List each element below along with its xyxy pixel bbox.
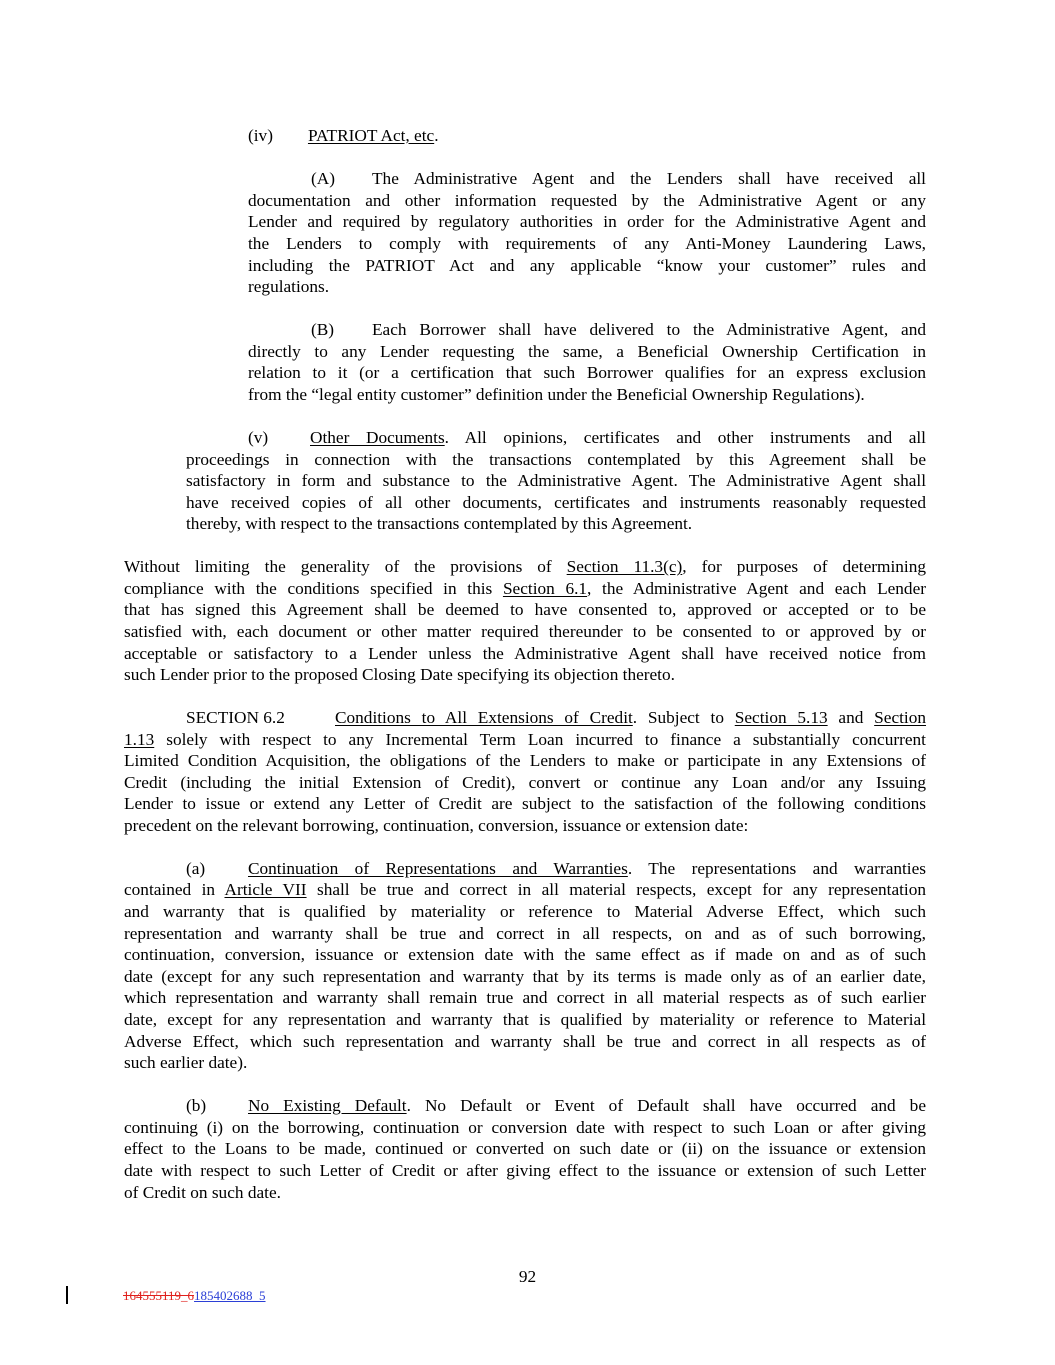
page-number: 92 bbox=[518, 1267, 537, 1286]
a-line: which representation and warranty shall remain true and correct in all material respects as of such earlier bbox=[124, 988, 926, 1007]
v-line-1: Other Documents. All opinions, certificates and other instruments and all bbox=[310, 428, 926, 447]
iv-a-line-1 bbox=[311, 168, 335, 190]
iv-b-line-1-text: Each Borrower shall have delivered to the Administrative Agent, and bbox=[372, 320, 926, 339]
section-5-13-ref: Section 5.13 bbox=[734, 708, 828, 727]
b-line: continuing (i) on the borrowing, continuation or conversion date with respect to such Loan or after giving bbox=[124, 1118, 926, 1137]
without-limiting-line-1: Without limiting the generality of the provisions of Section 11.3(c), for purposes of determining bbox=[124, 557, 927, 576]
section-6-2-line: Credit (including the initial Extension of Credit), convert or continue any Loan and/or any Issuing bbox=[124, 773, 926, 792]
without-limiting-line-2: compliance with the conditions specified in this Section 6.1, the Administrative Agent and each Lender bbox=[124, 579, 927, 598]
iv-heading-line: (iv) PATRIOT Act, etc. bbox=[248, 126, 439, 145]
section-6-2-line: Limited Condition Acquisition, the obligations of the Lenders to make or participate in any Extensions of bbox=[124, 751, 926, 770]
iv-a-line: the Lenders to comply with requirements of any Anti-Money Laundering Laws, bbox=[248, 234, 926, 253]
v-heading: Other Documents bbox=[310, 428, 445, 447]
iv-a-line: regulations. bbox=[248, 277, 330, 296]
iv-a-line: documentation and other information requested by the Administrative Agent or any bbox=[248, 191, 926, 210]
without-limiting-line: acceptable or satisfactory to a Lender unless the Administrative Agent shall have received notice from bbox=[124, 644, 926, 663]
section-6-2-heading: Conditions to All Extensions of Credit bbox=[335, 708, 633, 727]
a-line-1: Continuation of Representations and Warranties. The representations and warranties bbox=[248, 859, 927, 878]
iv-b-line-1 bbox=[311, 319, 334, 341]
iv-b-line: from the “legal entity customer” definition under the Beneficial Ownership Regulations). bbox=[248, 385, 865, 404]
a-line: and warranty that is qualified by materiality or reference to Material Adverse Effect, which such bbox=[124, 902, 926, 921]
section-6-2-line: Lender to issue or extend any Letter of Credit are subject to the satisfaction of the following conditions bbox=[124, 794, 926, 813]
iv-label: (iv) bbox=[248, 126, 273, 145]
a-label: (a) bbox=[186, 859, 206, 878]
section-6-2-line: precedent on the relevant borrowing, continuation, conversion, issuance or extension date: bbox=[124, 816, 749, 835]
b-line-1: No Existing Default. No Default or Event of Default shall have occurred and be bbox=[248, 1096, 926, 1115]
v-line: have received copies of all other documents, certificates and instruments reasonably requested bbox=[186, 493, 926, 512]
a-line: representation and warranty shall be true and correct in all respects, on and as of such borrowing, bbox=[124, 924, 926, 943]
v-label-line bbox=[248, 427, 268, 449]
change-bar bbox=[66, 1286, 68, 1304]
a-heading: Continuation of Representations and Warranties bbox=[248, 859, 628, 878]
b-line: of Credit on such date. bbox=[124, 1183, 281, 1202]
iv-a-line-1-text: The Administrative Agent and the Lenders shall have received all bbox=[372, 169, 926, 188]
v-label: (v) bbox=[248, 428, 269, 447]
a-line: continuation, conversion, issuance or extension date with the same effect as if made on and as of such bbox=[124, 945, 926, 964]
b-line: effect to the Loans to be made, continued or converted on such date or (ii) on the issuance or extension bbox=[124, 1139, 926, 1158]
section-6-2-number-line bbox=[186, 707, 285, 729]
section-6-1-ref: Section 6.1 bbox=[502, 579, 588, 598]
section-6-2-line-1: Conditions to All Extensions of Credit. Subject to Section 5.13 and Section bbox=[335, 708, 927, 727]
a-label-line bbox=[186, 858, 205, 880]
a-line-2: contained in Article VII shall be true and correct in all material respects, except for any representation bbox=[124, 880, 926, 899]
iv-b-line: relation to it (or a certification that such Borrower qualifies for an express exclusion bbox=[248, 363, 926, 382]
without-limiting-line: such Lender prior to the proposed Closing Date specifying its objection thereto. bbox=[124, 665, 675, 684]
iv-a-line: Lender and required by regulatory authorities in order for the Administrative Agent and bbox=[248, 212, 926, 231]
a-line: such earlier date). bbox=[124, 1053, 248, 1072]
v-line: thereby, with respect to the transactions contemplated by this Agreement. bbox=[186, 514, 693, 533]
iv-b-line: directly to any Lender requesting the same, a Beneficial Ownership Certification in bbox=[248, 342, 926, 361]
iv-a-line: including the PATRIOT Act and any applicable “know your customer” rules and bbox=[248, 256, 926, 275]
b-line: date with respect to such Letter of Credit or after giving effect to the issuance or extension of such Letter bbox=[124, 1161, 926, 1180]
b-heading: No Existing Default bbox=[248, 1096, 407, 1115]
document-id-deleted: 164555119_6 bbox=[123, 1288, 195, 1303]
without-limiting-line: that has signed this Agreement shall be deemed to have consented to, approved or accepted or to be bbox=[124, 600, 926, 619]
b-label: (b) bbox=[186, 1096, 207, 1115]
document-id-inserted: 185402688_5 bbox=[194, 1288, 266, 1303]
without-limiting-line: satisfied with, each document or other matter required thereunder to be consented to or approved by or bbox=[124, 622, 926, 641]
iv-heading: PATRIOT Act, etc bbox=[307, 126, 435, 145]
section-6-2-line-2: 1.13 solely with respect to any Incremental Term Loan incurred to finance a substantially concurrent bbox=[124, 730, 926, 749]
v-line: proceedings in connection with the transactions contemplated by this Agreement shall be bbox=[186, 450, 926, 469]
v-line: satisfactory in form and substance to the Administrative Agent. The Administrative Agent shall bbox=[186, 471, 926, 490]
a-line: Adverse Effect, which such representation and warranty shall be true and correct in all respects as of bbox=[124, 1032, 926, 1051]
document-id bbox=[123, 1288, 266, 1304]
iv-a-label: (A) bbox=[311, 169, 335, 188]
a-line: date, except for any representation and warranty that is qualified by materiality or reference to Material bbox=[124, 1010, 926, 1029]
section-11-3-c-ref: Section 11.3(c) bbox=[566, 557, 683, 576]
section-6-2-number: SECTION 6.2 bbox=[186, 708, 285, 727]
iv-b-label: (B) bbox=[311, 320, 335, 339]
b-label-line bbox=[186, 1095, 206, 1117]
section-1-13-ref: Section bbox=[874, 708, 927, 727]
article-vii-ref: Article VII bbox=[224, 880, 307, 899]
a-line: date (except for any such representation and warranty that by its terms is made only as of an earlier date, bbox=[124, 967, 926, 986]
